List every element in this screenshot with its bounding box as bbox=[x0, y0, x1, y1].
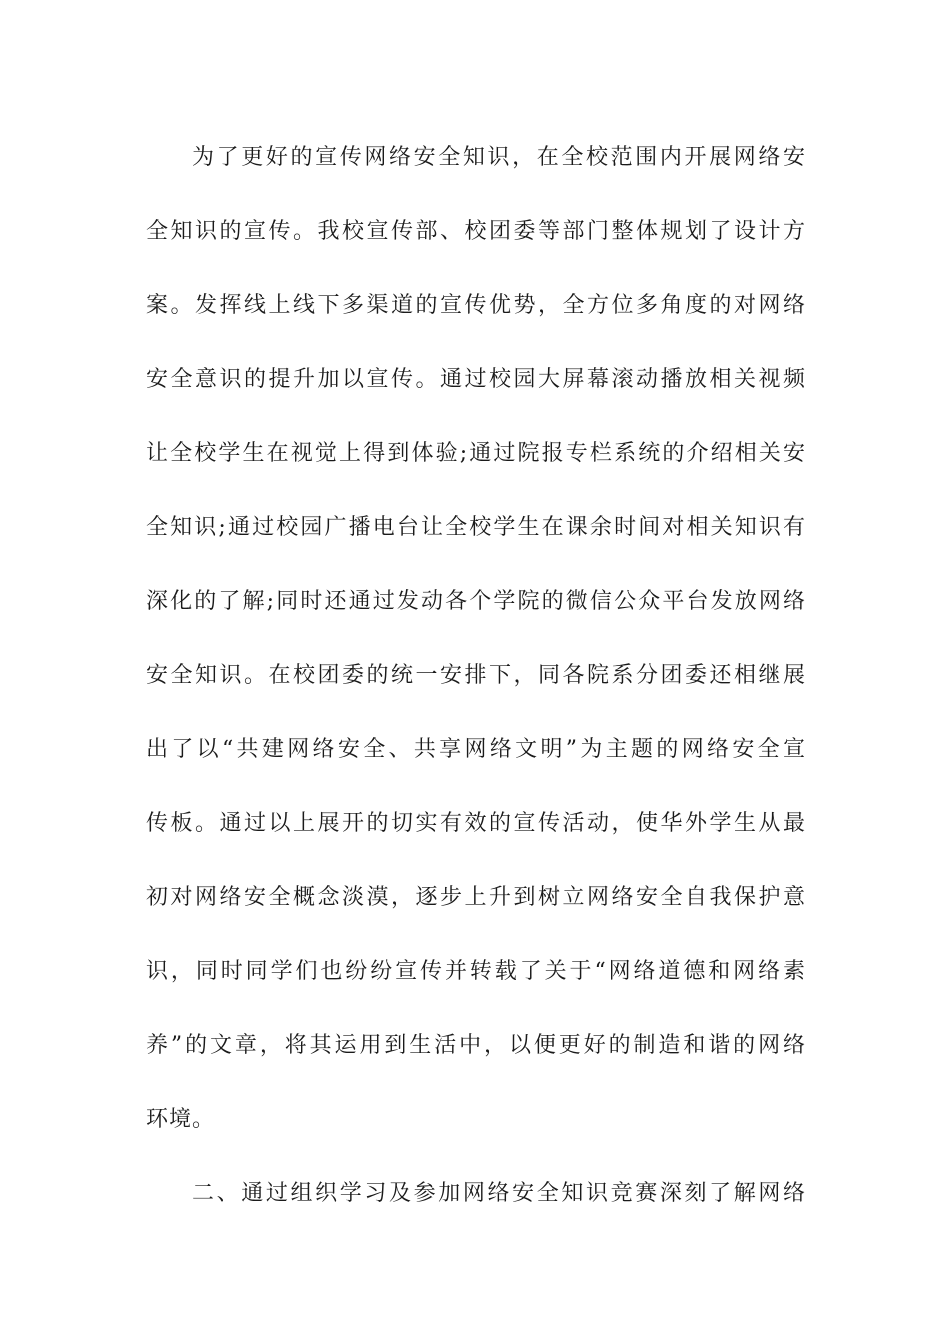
paragraph-1-line-10: 传板。通过以上展开的切实有效的宣传活动，使华外学生从最 bbox=[146, 811, 806, 836]
paragraph-1-line-13: 养”的文章，将其运用到生活中，以便更好的制造和谐的网络 bbox=[146, 1033, 806, 1058]
paragraph-1-line-6: 全知识;通过校园广播电台让全校学生在课余时间对相关知识有 bbox=[146, 515, 806, 540]
paragraph-1-line-12: 识，同时同学们也纷纷宣传并转载了关于“网络道德和网络素 bbox=[146, 959, 806, 984]
paragraph-1-line-14: 环境。 bbox=[146, 1107, 216, 1132]
paragraph-1-line-2: 全知识的宣传。我校宣传部、校团委等部门整体规划了设计方 bbox=[146, 219, 806, 244]
paragraph-1-line-3: 案。发挥线上线下多渠道的宣传优势，全方位多角度的对网络 bbox=[146, 293, 806, 318]
paragraph-2-line-1: 二、通过组织学习及参加网络安全知识竞赛深刻了解网络 bbox=[192, 1181, 806, 1206]
paragraph-1-line-4: 安全意识的提升加以宣传。通过校园大屏幕滚动播放相关视频 bbox=[146, 367, 806, 392]
paragraph-1-line-1: 为了更好的宣传网络安全知识，在全校范围内开展网络安 bbox=[192, 145, 806, 170]
paragraph-1-line-7: 深化的了解;同时还通过发动各个学院的微信公众平台发放网络 bbox=[146, 589, 806, 614]
body-text bbox=[146, 133, 806, 1243]
paragraph-1-line-11: 初对网络安全概念淡漠，逐步上升到树立网络安全自我保护意 bbox=[146, 885, 806, 910]
paragraph-1-line-8: 安全知识。在校团委的统一安排下，同各院系分团委还相继展 bbox=[146, 663, 806, 688]
paragraph-1-line-9: 出了以“共建网络安全、共享网络文明”为主题的网络安全宣 bbox=[146, 737, 806, 762]
paragraph-1-line-5: 让全校学生在视觉上得到体验;通过院报专栏系统的介绍相关安 bbox=[146, 441, 806, 466]
